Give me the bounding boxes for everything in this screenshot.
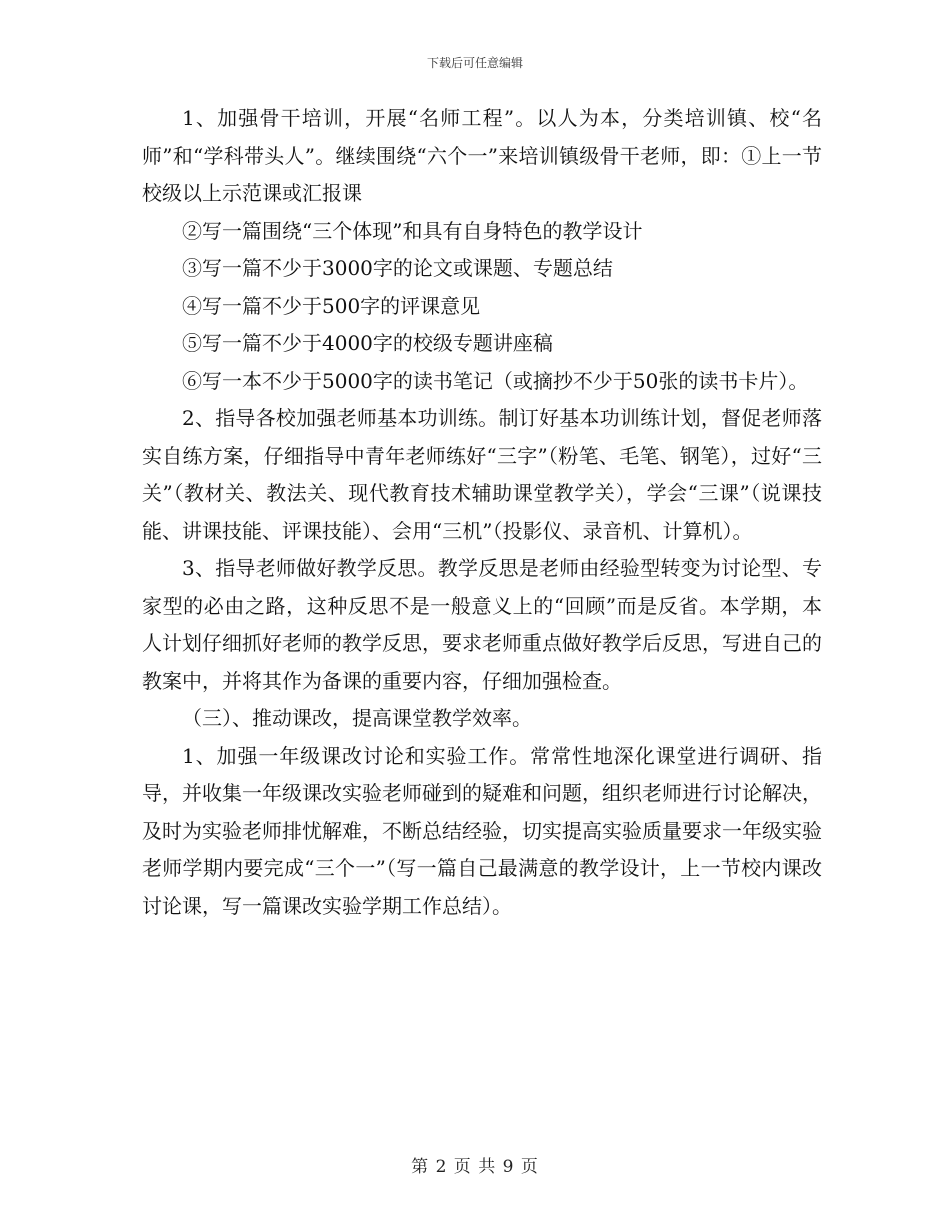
list-item-6: ⑥写一本不少于5000字的读书笔记（或摘抄不少于50张的读书卡片）。 (182, 368, 809, 393)
paragraph-teaching-reflection: 3、指导老师做好教学反思。教学反思是老师由经验型转变为讨论型、专家型的必由之路，这种反思不是一般意义上的“回顾”而是反省。本学期，本人计划仔细抓好老师的教学反思，要求老师重点做好教学后反思，写进自己的教案中，并将其作为备课的重要内容，仔细加强检查。 (142, 556, 822, 693)
list-item-5: ⑤写一篇不少于4000字的校级专题讲座稿 (182, 331, 553, 355)
document-body (142, 100, 822, 925)
list-item-2: ②写一篇围绕“三个体现”和具有自身特色的教学设计 (182, 218, 643, 243)
paragraph-grade-one-reform: 1、加强一年级课改讨论和实验工作。常常性地深化课堂进行调研、指导，并收集一年级课改实验老师碰到的疑难和问题，组织老师进行讨论解决，及时为实验老师排忧解难，不断总结经验，切实提高实验质量要求一年级实验老师学期内要完成“三个一”（写一篇自己最满意的教学设计，上一节校内课改讨论课，写一篇课改实验学期工作总结）。 (142, 743, 822, 918)
list-item-3: ③写一篇不少于3000字的论文或课题、专题总结 (182, 256, 613, 280)
paragraph-basic-skills: 2、指导各校加强老师基本功训练。制订好基本功训练计划，督促老师落实自练方案，仔细指导中青年老师练好“三字”（粉笔、毛笔、钢笔），过好“三关”（教材关、教法关、现代教育技术辅助课堂教学关），学会“三课”（说课技能、讲课技能、评课技能）、会用“三机”（投影仪、录音机、计算机）。 (142, 406, 822, 543)
paragraph-backbone-training: 1、加强骨干培训，开展“名师工程”。以人为本，分类培训镇、校“名师”和“学科带头人”。继续围绕“六个一”来培训镇级骨干老师，即：①上一节校级以上示范课或汇报课 (142, 106, 822, 205)
page-header: 下载后可任意编辑 (426, 56, 523, 70)
list-item-4: ④写一篇不少于500字的评课意见 (182, 293, 481, 318)
page-number: 第 2 页 共 9 页 (411, 1157, 539, 1177)
section-heading-curriculum-reform: （三）、推动课改，提高课堂教学效率。 (182, 706, 532, 730)
